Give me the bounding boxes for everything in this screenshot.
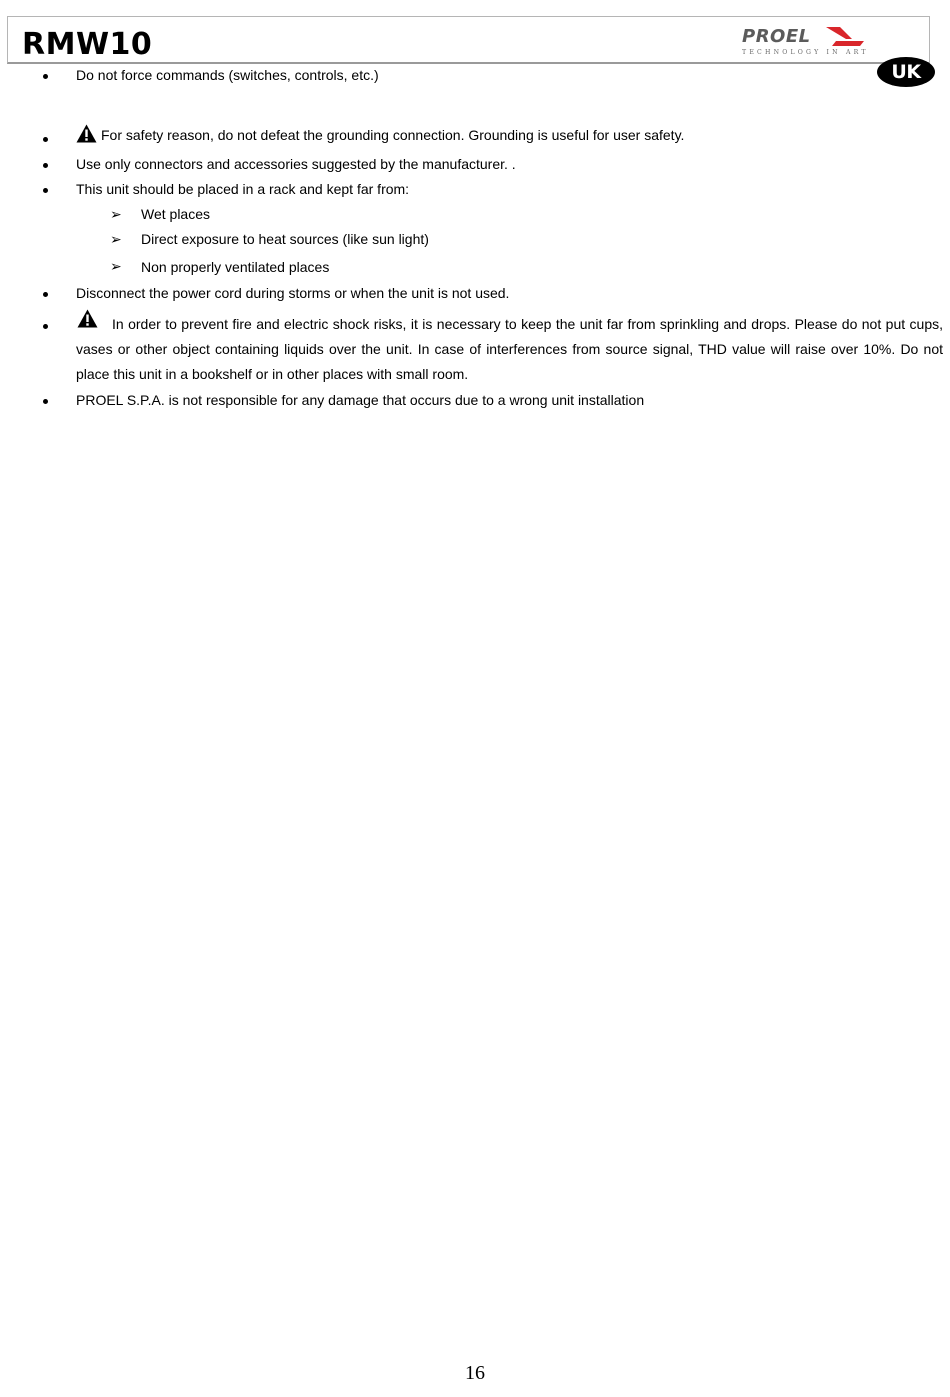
list-item <box>76 123 684 148</box>
bullet-icon <box>43 74 51 82</box>
arrow-bullet-icon: ➢ <box>110 231 122 247</box>
logo-tagline: TECHNOLOGY IN ART <box>742 49 869 56</box>
list-item-text: In order to prevent fire and electric shock risks, it is necessary to keep the unit far from sprinkling and drops. Please do not put cups, vases or other object containing liquids over the unit. In case of interferences from source signal, THD value will raise over 10%. Do not place this unit in a bookshelf or in other places with small room. <box>76 316 943 382</box>
list-item: Disconnect the power cord during storms or when the unit is not used. <box>76 285 510 301</box>
sub-list-item: Wet places <box>141 206 210 222</box>
bullet-icon <box>43 163 51 171</box>
bullet-icon <box>43 399 51 407</box>
bullet-icon <box>43 292 51 300</box>
proel-logo <box>738 24 868 60</box>
arrow-bullet-icon: ➢ <box>110 258 122 274</box>
arrow-bullet-icon: ➢ <box>110 206 122 222</box>
warning-triangle-icon <box>76 124 97 143</box>
list-item <box>76 312 943 387</box>
logo-wordmark: PROEL <box>742 26 811 47</box>
bullet-icon <box>43 324 51 332</box>
list-item: This unit should be placed in a rack and kept far from: <box>76 181 410 197</box>
list-item: Do not force commands (switches, controls, etc.) <box>76 67 379 83</box>
list-item-text: For safety reason, do not defeat the grounding connection. Grounding is useful for user safety. <box>101 127 685 143</box>
sub-list-item: Direct exposure to heat sources (like sun light) <box>141 231 429 247</box>
document-title: RMW10 <box>22 27 153 62</box>
page-number: 16 <box>465 1362 485 1384</box>
sub-list-item: Non properly ventilated places <box>141 259 330 275</box>
bullet-icon <box>43 137 51 145</box>
list-item: PROEL S.P.A. is not responsible for any damage that occurs due to a wrong unit installation <box>76 392 645 408</box>
list-item: Use only connectors and accessories suggested by the manufacturer. . <box>76 156 516 172</box>
language-badge: UK <box>877 57 935 87</box>
logo-swoosh-icon <box>826 27 866 47</box>
bullet-icon <box>43 188 51 196</box>
